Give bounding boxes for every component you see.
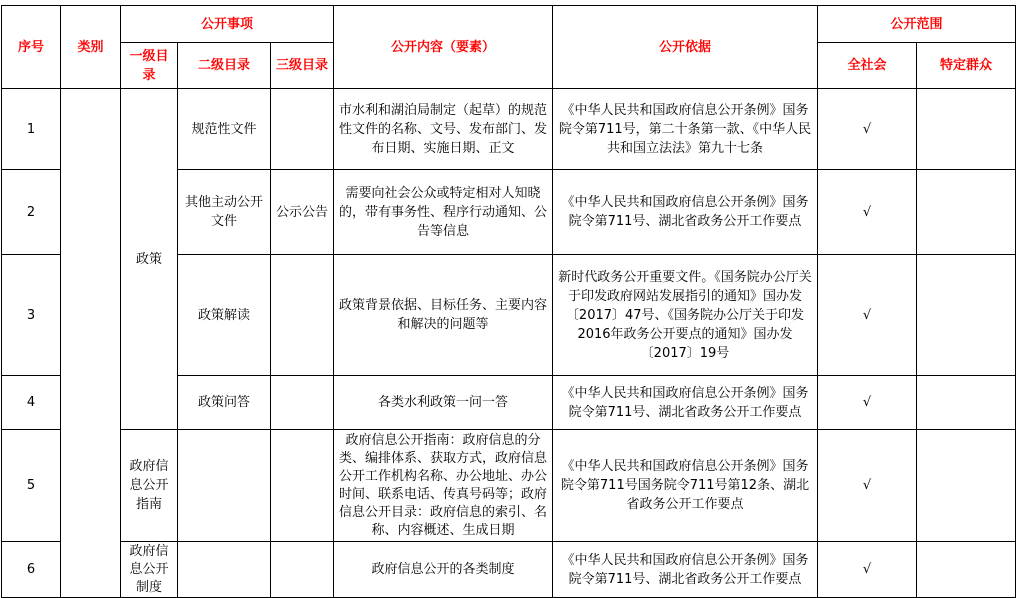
header-scope-group: 公开范围 — [818, 6, 1016, 43]
row-content: 需要向社会公众或特定相对人知晓的，带有事务性、程序行动通知、公告等信息 — [334, 170, 553, 255]
row-scope-specific — [917, 542, 1016, 598]
header-level3: 三级目录 — [271, 43, 334, 89]
row-scope-specific — [917, 376, 1016, 430]
row-level2: 政策问答 — [178, 376, 271, 430]
level1-system: 政府信息公开制度 — [121, 542, 178, 598]
disclosure-table — [1, 5, 1016, 598]
row-content: 各类水利政策一问一答 — [334, 376, 553, 430]
level1-policy: 政策 — [121, 89, 178, 430]
row-basis: 《中华人民共和国政府信息公开条例》国务院令第711号、湖北省政务公开工作要点 — [553, 376, 818, 430]
row-content: 政策背景依据、目标任务、主要内容和解决的问题等 — [334, 255, 553, 376]
row-seq: 1 — [2, 89, 61, 170]
row-basis: 《中华人民共和国政府信息公开条例》国务院令第711号、湖北省政务公开工作要点 — [553, 542, 818, 598]
row-seq: 5 — [2, 430, 61, 542]
row-scope-all: √ — [818, 430, 917, 542]
header-row-top — [2, 6, 1016, 43]
category-cell — [61, 89, 121, 598]
level1-guide: 政府信息公开指南 — [121, 430, 178, 542]
row-level2: 政策解读 — [178, 255, 271, 376]
row-seq: 3 — [2, 255, 61, 376]
header-seq: 序号 — [2, 6, 61, 89]
row-scope-all: √ — [818, 255, 917, 376]
row-scope-specific — [917, 255, 1016, 376]
row-content: 市水利和湖泊局制定（起草）的规范性文件的名称、文号、发布部门、发布日期、实施日期、正文 — [334, 89, 553, 170]
row-level3 — [271, 430, 334, 542]
row-level3 — [271, 255, 334, 376]
row-content: 政府信息公开指南：政府信息的分类、编排体系、获取方式，政府信息公开工作机构名称、办公地址、办公时间、联系电话、传真号码等；政府信息公开目录：政府信息的索引、名称、内容概述、生成日期 — [334, 430, 553, 542]
header-category: 类别 — [61, 6, 121, 89]
row-level2 — [178, 430, 271, 542]
header-content: 公开内容（要素） — [334, 6, 553, 89]
row-scope-all: √ — [818, 376, 917, 430]
header-scope-specific: 特定群众 — [917, 43, 1016, 89]
row-level3 — [271, 89, 334, 170]
table-row — [2, 430, 1016, 542]
header-scope-all: 全社会 — [818, 43, 917, 89]
row-level3 — [271, 376, 334, 430]
header-basis: 公开依据 — [553, 6, 818, 89]
table-row — [2, 542, 1016, 598]
row-scope-specific — [917, 170, 1016, 255]
row-scope-all: √ — [818, 89, 917, 170]
row-level3: 公示公告 — [271, 170, 334, 255]
header-items-group: 公开事项 — [121, 6, 334, 43]
row-scope-all: √ — [818, 170, 917, 255]
row-seq: 6 — [2, 542, 61, 598]
header-level1: 一级目录 — [121, 43, 178, 89]
row-basis: 《中华人民共和国政府信息公开条例》国务院令第711号国务院令711号第12条、湖北省政务公开工作要点 — [553, 430, 818, 542]
row-scope-all: √ — [818, 542, 917, 598]
row-scope-specific — [917, 430, 1016, 542]
row-level3 — [271, 542, 334, 598]
row-basis: 新时代政务公开重要文件。《国务院办公厅关于印发政府网站发展指引的通知》国办发〔2017〕47号、《国务院办公厅关于印发2016年政务公开要点的通知》国办发〔2017〕19号 — [553, 255, 818, 376]
row-seq: 4 — [2, 376, 61, 430]
row-level2 — [178, 542, 271, 598]
row-level2: 其他主动公开文件 — [178, 170, 271, 255]
row-content: 政府信息公开的各类制度 — [334, 542, 553, 598]
row-scope-specific — [917, 89, 1016, 170]
row-basis: 《中华人民共和国政府信息公开条例》国务院令第711号、湖北省政务公开工作要点 — [553, 170, 818, 255]
row-basis: 《中华人民共和国政府信息公开条例》国务院令第711号，第二十条第一款、《中华人民共和国立法法》第九十七条 — [553, 89, 818, 170]
row-seq: 2 — [2, 170, 61, 255]
header-level2: 二级目录 — [178, 43, 271, 89]
table-row — [2, 89, 1016, 170]
row-level2: 规范性文件 — [178, 89, 271, 170]
